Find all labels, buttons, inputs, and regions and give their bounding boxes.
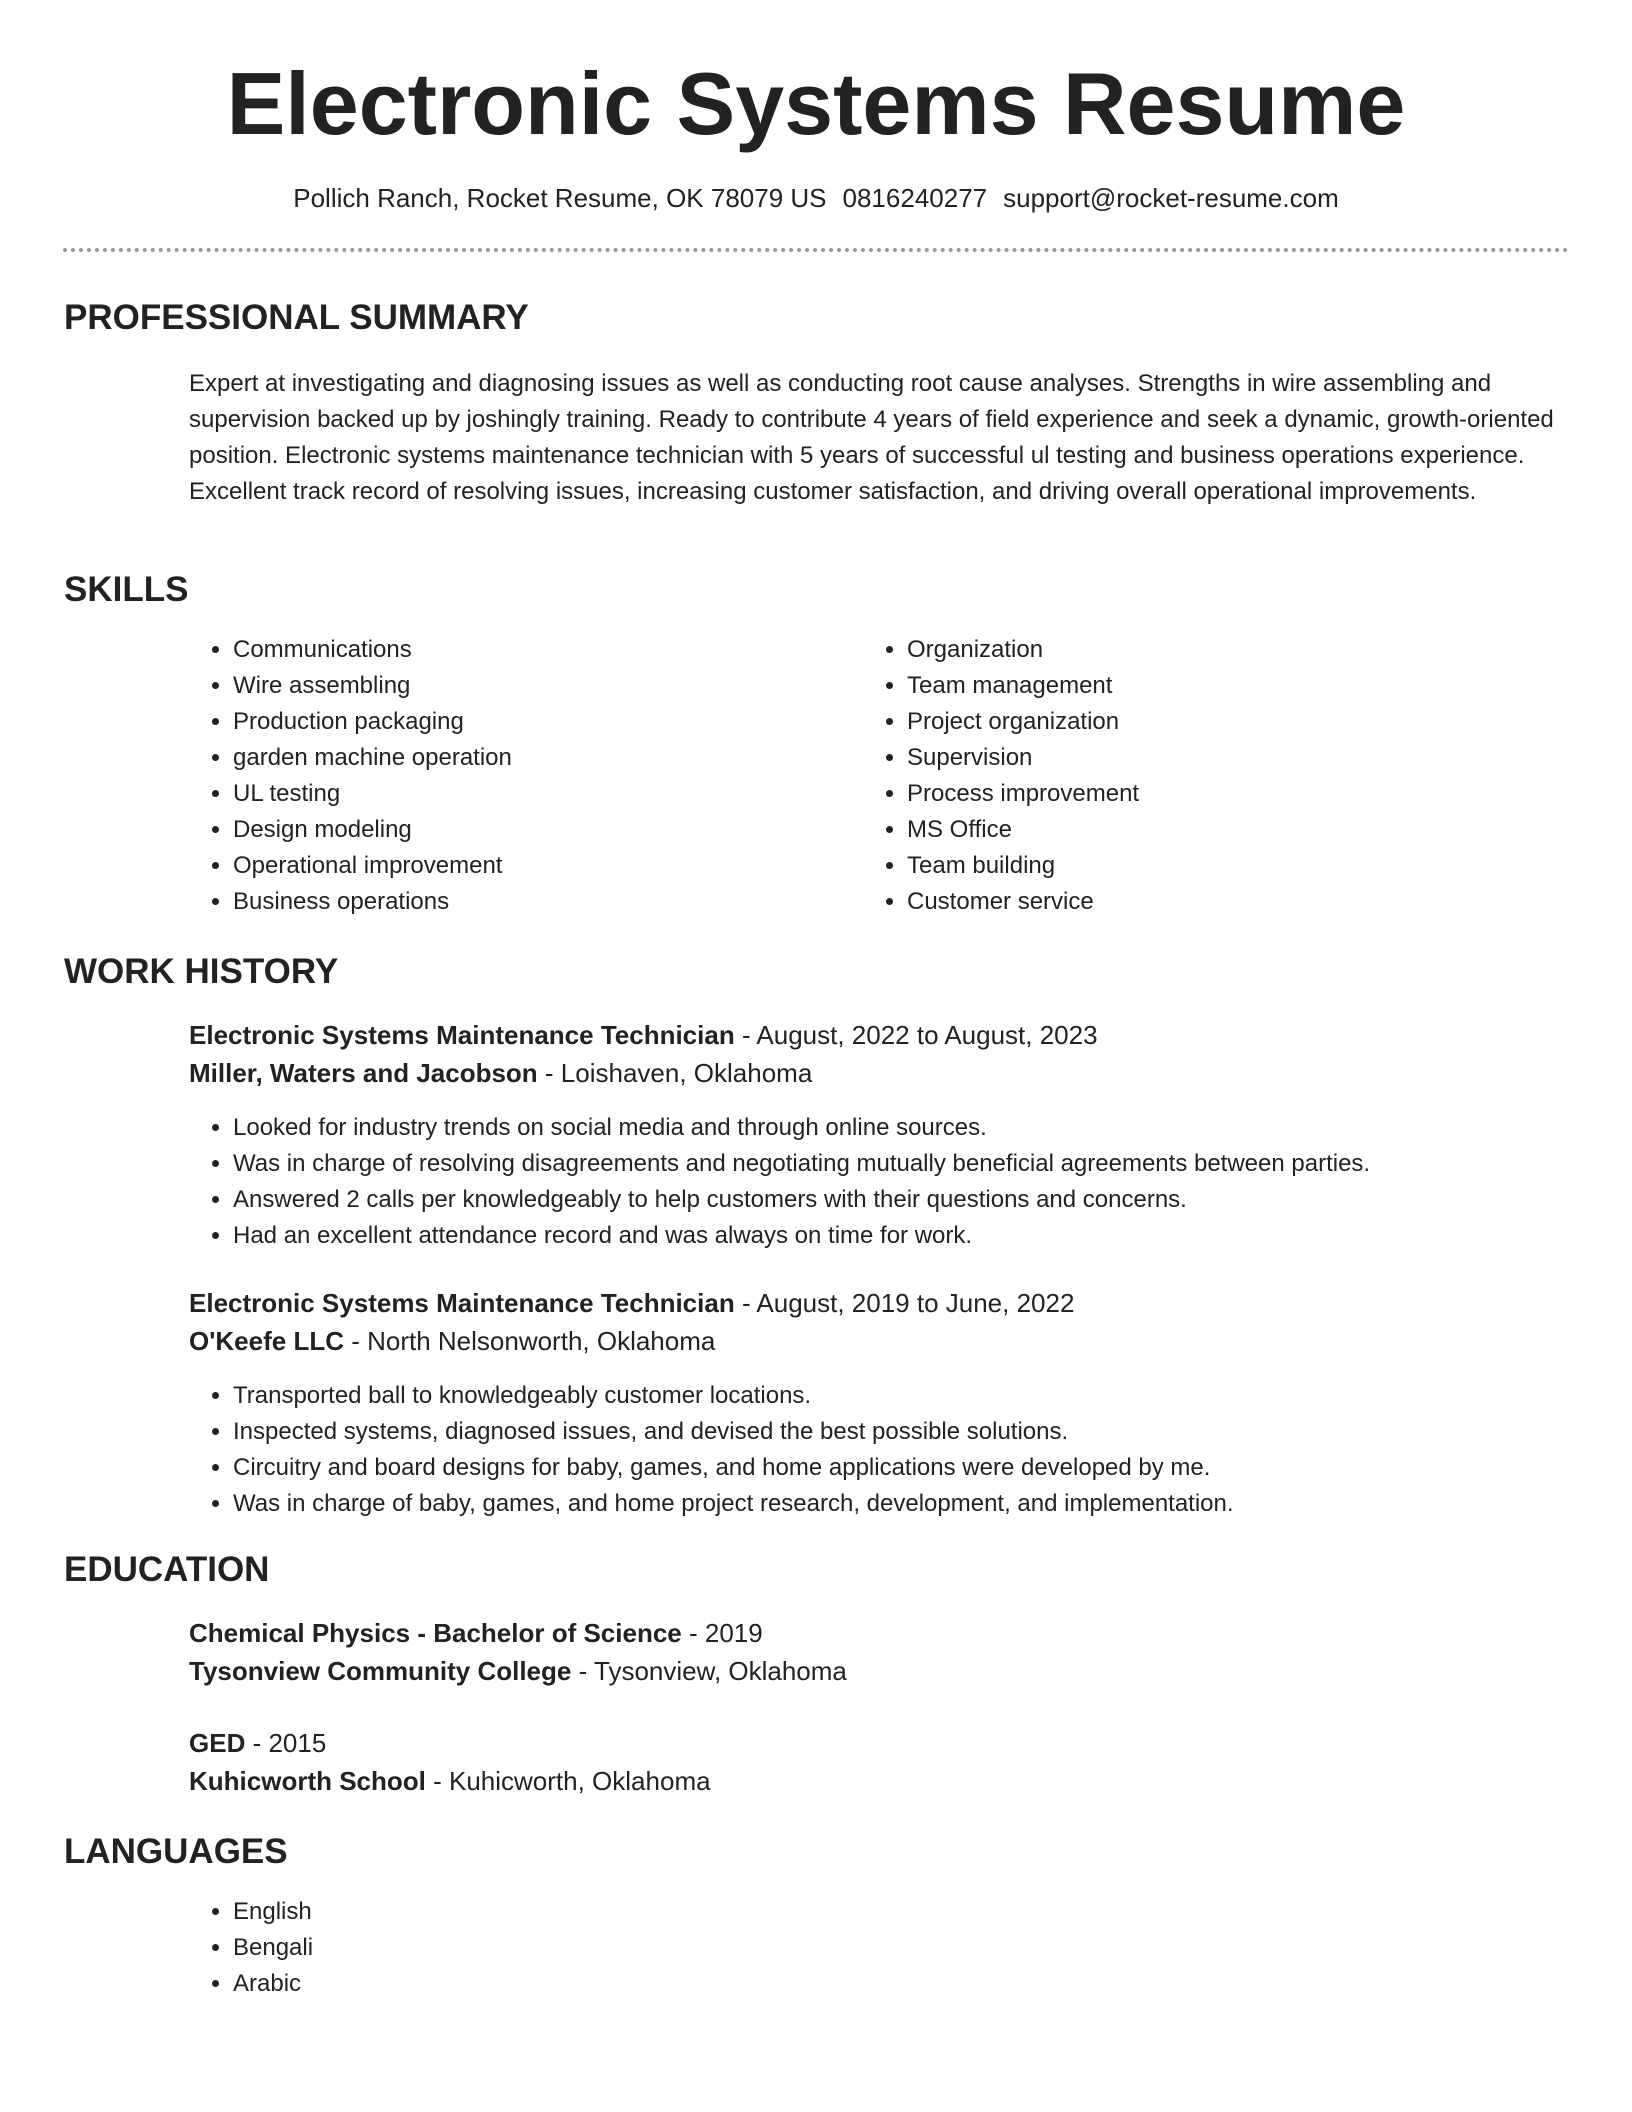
skill-item: • Organization [907, 632, 1507, 668]
education-heading: EDUCATION [64, 1550, 270, 1589]
language-item: • Bengali [233, 1930, 833, 1966]
education-school: Tysonview Community College [189, 1656, 572, 1686]
skills-list-left [189, 632, 833, 920]
job-bullet: • Was in charge of resolving disagreements and negotiating mutually beneficial agreements between parties. [233, 1146, 1613, 1182]
resume-title: Electronic Systems Resume [226, 54, 1406, 153]
language-item: • English [233, 1894, 833, 1930]
education-year: - 2019 [681, 1618, 763, 1648]
job-bullet: • Had an excellent attendance record and was always on time for work. [233, 1218, 1613, 1254]
skill-item: • MS Office [907, 812, 1507, 848]
skills-heading: SKILLS [64, 570, 189, 609]
education-degree: GED [189, 1728, 246, 1758]
education-school-line [189, 1652, 847, 1690]
education-year: - 2015 [245, 1728, 327, 1758]
skill-item: • Communications [233, 632, 833, 668]
job-company: O'Keefe LLC [189, 1326, 344, 1356]
summary-heading: PROFESSIONAL SUMMARY [64, 298, 529, 337]
job-title-line [189, 1016, 1098, 1054]
education-school: Kuhicworth School [189, 1766, 426, 1796]
job-company-line [189, 1054, 812, 1092]
education-degree: Chemical Physics - Bachelor of Science [189, 1618, 682, 1648]
job-title: Electronic Systems Maintenance Technician [189, 1020, 735, 1050]
job-location: - Loishaven, Oklahoma [537, 1058, 813, 1088]
job-bullet: • Circuitry and board designs for baby, games, and home applications were developed by me. [233, 1450, 1613, 1486]
skill-item: • Design modeling [233, 812, 833, 848]
skill-item: • Supervision [907, 740, 1507, 776]
job-bullet: • Looked for industry trends on social media and through online sources. [233, 1110, 1613, 1146]
job-bullet: • Answered 2 calls per knowledgeably to help customers with their questions and concerns. [233, 1182, 1613, 1218]
education-location: - Kuhicworth, Oklahoma [425, 1766, 711, 1796]
skill-item: • Wire assembling [233, 668, 833, 704]
skill-item: • Production packaging [233, 704, 833, 740]
job-dates: - August, 2019 to June, 2022 [734, 1288, 1075, 1318]
contact-line [0, 180, 1632, 216]
skill-item: • Process improvement [907, 776, 1507, 812]
job-company-line [189, 1322, 715, 1360]
job-dates: - August, 2022 to August, 2023 [734, 1020, 1098, 1050]
job-title-line [189, 1284, 1074, 1322]
contact-phone: 0816240277 [842, 183, 988, 213]
skill-item: • garden machine operation [233, 740, 833, 776]
language-item: • Arabic [233, 1966, 833, 2002]
work-heading: WORK HISTORY [64, 952, 339, 991]
job-title: Electronic Systems Maintenance Technician [189, 1288, 735, 1318]
job-company: Miller, Waters and Jacobson [189, 1058, 538, 1088]
contact-email: support@rocket-resume.com [1003, 183, 1339, 213]
job-bullet: • Transported ball to knowledgeably customer locations. [233, 1378, 1613, 1414]
languages-heading: LANGUAGES [64, 1832, 288, 1871]
languages-list [189, 1894, 833, 2002]
education-degree-line [189, 1724, 326, 1762]
skill-item: • Customer service [907, 884, 1507, 920]
job-bullets [189, 1378, 1613, 1522]
skill-item: • Project organization [907, 704, 1507, 740]
skill-item: • Team building [907, 848, 1507, 884]
skill-item: • Team management [907, 668, 1507, 704]
job-location: - North Nelsonworth, Oklahoma [343, 1326, 716, 1356]
job-bullets [189, 1110, 1613, 1254]
education-location: - Tysonview, Oklahoma [571, 1656, 847, 1686]
header-divider [63, 248, 1569, 252]
job-bullet: • Was in charge of baby, games, and home project research, development, and implementation. [233, 1486, 1613, 1522]
skill-item: • Operational improvement [233, 848, 833, 884]
job-bullet: • Inspected systems, diagnosed issues, and devised the best possible solutions. [233, 1414, 1613, 1450]
skills-list-right [863, 632, 1507, 920]
contact-address: Pollich Ranch, Rocket Resume, OK 78079 US [293, 183, 827, 213]
education-school-line [189, 1762, 711, 1800]
skill-item: • Business operations [233, 884, 833, 920]
skill-item: • UL testing [233, 776, 833, 812]
summary-text: Expert at investigating and diagnosing issues as well as conducting root cause analyses. Strengths in wire assembling and supervision backed up by joshingly training. Ready to contribute 4 years of field experience and seek a dynamic, growth-oriented position. Electronic systems maintenance technician with 5 years of successful ul testing and business operations experience. Excellent track record of resolving issues, increasing customer satisfaction, and driving overall operational improvements. [189, 370, 1554, 505]
education-degree-line [189, 1614, 763, 1652]
